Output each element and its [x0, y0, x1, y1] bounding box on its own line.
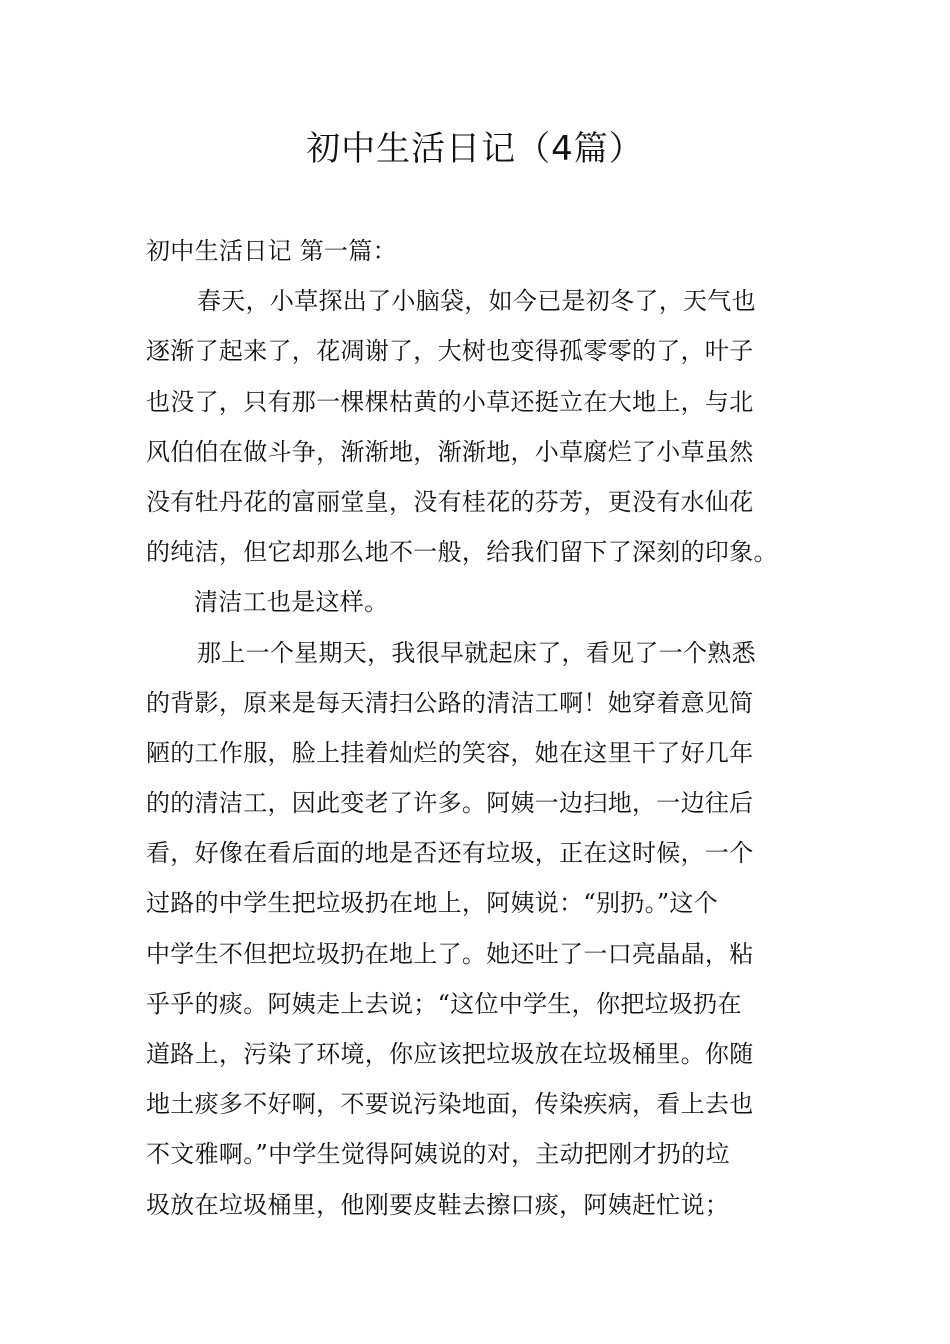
paragraph-line: 春天，小草探出了小脑袋，如今已是初冬了，天气也	[197, 287, 756, 316]
paragraph-line: 中学生不但把垃圾扔在地上了。她还吐了一口亮晶晶，粘	[146, 939, 754, 968]
paragraph-line: 逐渐了起来了，花凋谢了，大树也变得孤零零的了，叶子	[146, 337, 754, 366]
paragraph-line: 也没了，只有那一棵棵枯黄的小草还挺立在大地上，与北	[146, 387, 754, 416]
document-title: 初中生活日记（4篇）	[306, 129, 644, 169]
paragraph-line: 的背影，原来是每天清扫公路的清洁工啊！她穿着意见简	[146, 688, 754, 717]
paragraph-line: 风伯伯在做斗争，渐渐地，渐渐地，小草腐烂了小草虽然	[146, 437, 754, 466]
paragraph-line: 没有牡丹花的富丽堂皇，没有桂花的芬芳，更没有水仙花	[146, 487, 754, 516]
section-heading: 初中生活日记 第一篇：	[146, 237, 397, 265]
paragraph-line: 那上一个星期天，我很早就起床了，看见了一个熟悉	[197, 638, 756, 667]
paragraph-line: 圾放在垃圾桶里，他刚要皮鞋去擦口痰，阿姨赶忙说；	[146, 1190, 730, 1219]
paragraph-line: 看，好像在看后面的地是否还有垃圾，正在这时候，一个	[146, 839, 754, 868]
paragraph-line: 不文雅啊。”中学生觉得阿姨说的对，主动把刚才扔的垃	[146, 1140, 730, 1169]
paragraph-line: 的的清洁工，因此变老了许多。阿姨一边扫地，一边往后	[146, 789, 754, 818]
paragraph-line: 陋的工作服，脸上挂着灿烂的笑容，她在这里干了好几年	[146, 738, 754, 767]
document-body	[146, 226, 808, 1230]
paragraph-line: 清洁工也是这样。	[194, 588, 389, 617]
paragraph-line: 道路上，污染了环境，你应该把垃圾放在垃圾桶里。你随	[146, 1040, 754, 1068]
paragraph-line: 地土痰多不好啊，不要说污染地面，传染疾病，看上去也	[146, 1090, 754, 1119]
paragraph-line: 乎乎的痰。阿姨走上去说；“这位中学生，你把垃圾扔在	[146, 989, 742, 1018]
paragraph-line: 的纯洁，但它却那么地不一般，给我们留下了深刻的印象。	[146, 538, 778, 567]
paragraph-line: 过路的中学生把垃圾扔在地上，阿姨说：“别扔。”这个	[146, 889, 719, 918]
